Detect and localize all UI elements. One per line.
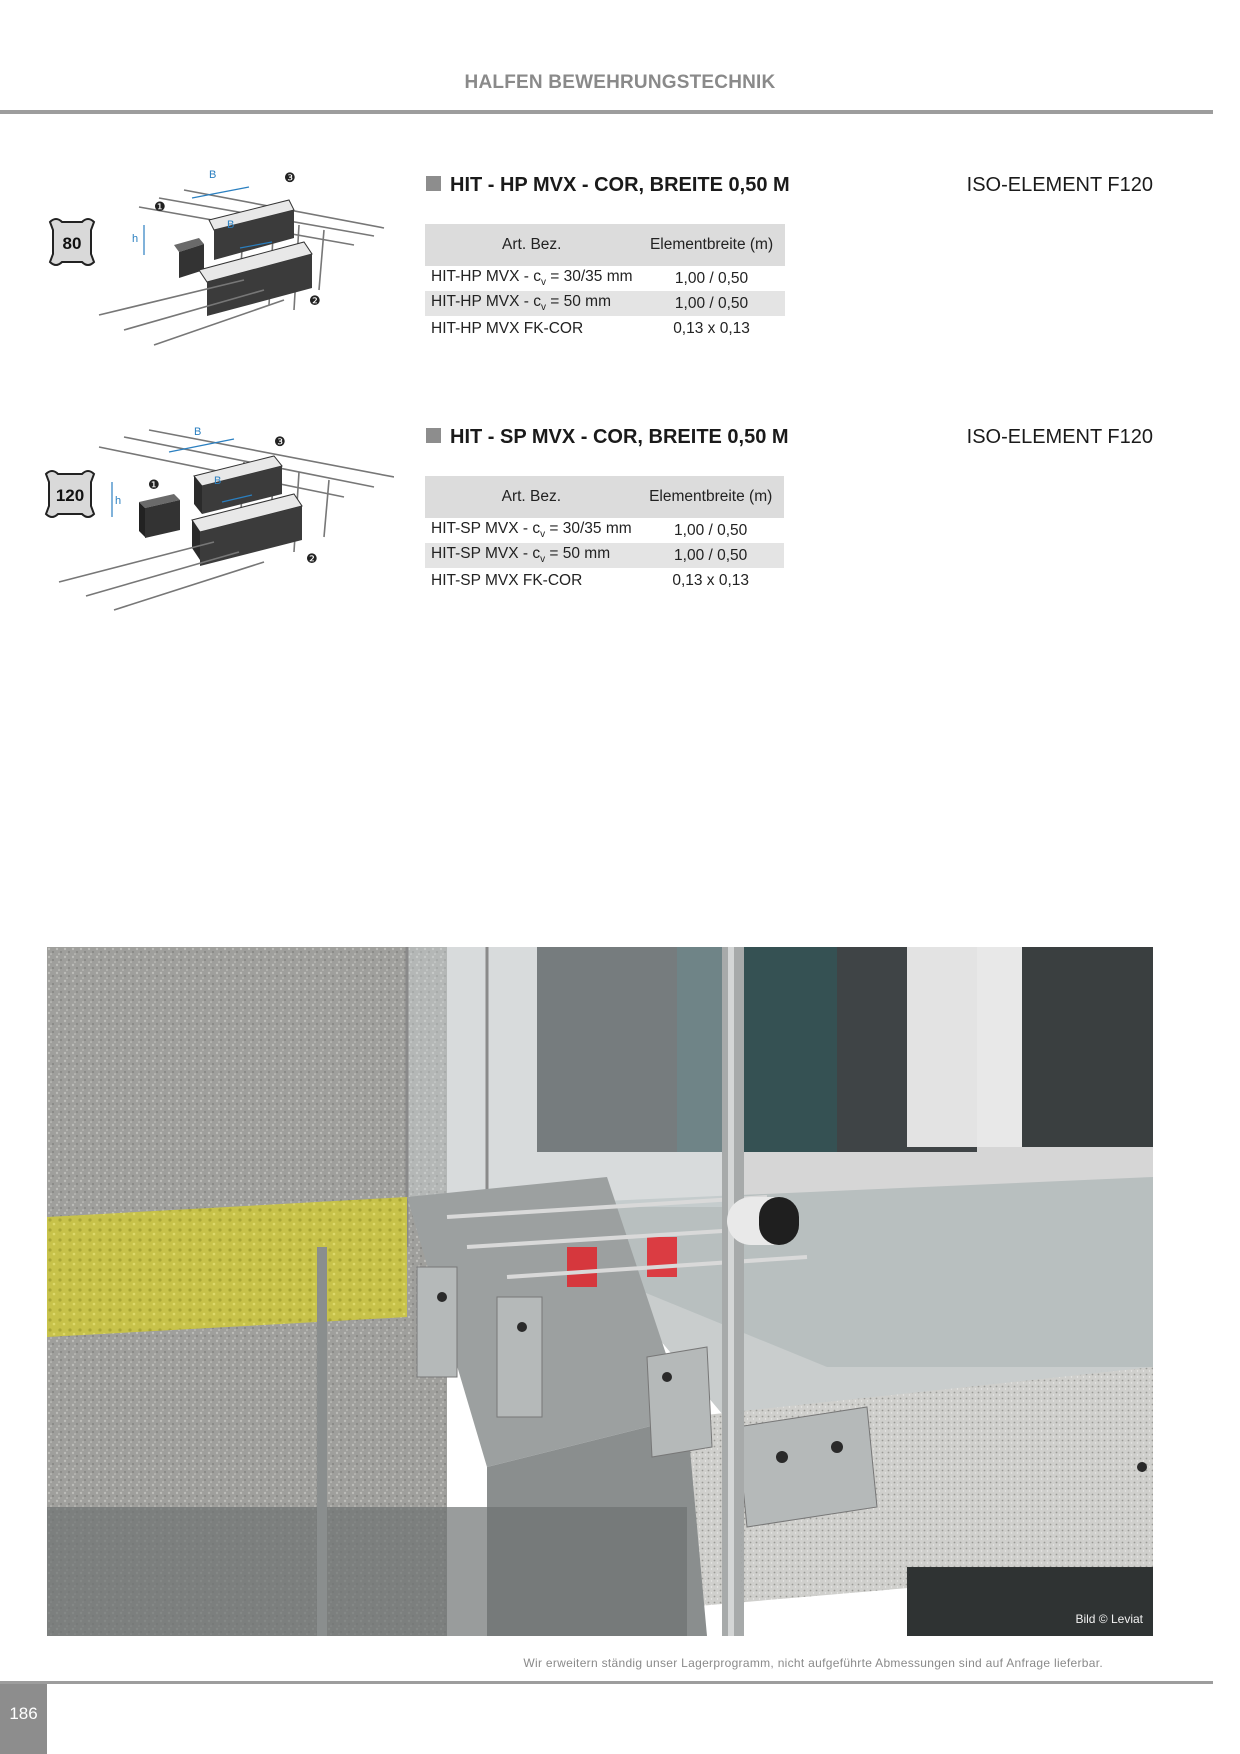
product-section-hp — [0, 170, 1240, 400]
dimension-h-label: h — [115, 495, 122, 507]
width-cell: 1,00 / 0,50 — [674, 269, 749, 287]
column-header: Elementbreite (m) — [638, 476, 784, 518]
article-cell: HIT-SP MVX - $c_v = 50$ mm — [425, 543, 638, 568]
fire-rating-value: 120 — [55, 486, 85, 505]
spec-table — [425, 476, 784, 593]
fire-rating-value: 80 — [62, 234, 82, 253]
product-title — [426, 426, 789, 449]
column-header: Elementbreite (m) — [639, 224, 785, 266]
dimension-b-label: B — [214, 475, 222, 487]
width-cell: 0,13 x 0,13 — [673, 319, 750, 337]
product-title-text: HIT - SP MVX - COR, BREITE 0,50 M — [450, 426, 789, 448]
spec-table — [425, 224, 785, 341]
column-header: Art. Bez. — [425, 476, 638, 518]
iso-element-label: ISO-ELEMENT F120 — [966, 426, 1153, 448]
dimension-b-label: B — [209, 170, 217, 181]
balcony-illustration — [47, 947, 1153, 1636]
footer-divider — [0, 1681, 1213, 1684]
dimension-b-label: B — [227, 219, 235, 231]
page-header-title: HALFEN BEWEHRUNGSTECHNIK — [464, 72, 776, 93]
callout-2: ❷ — [309, 294, 321, 309]
table-row — [425, 568, 784, 593]
product-diagram-sp — [44, 422, 394, 652]
callout-1: ❶ — [154, 200, 166, 215]
width-cell: 1,00 / 0,50 — [674, 521, 748, 539]
product-title-text: HIT - HP MVX - COR, BREITE 0,50 M — [450, 174, 790, 196]
bullet-square-icon — [426, 428, 441, 443]
photo-credit: Bild © Leviat — [1075, 1612, 1143, 1626]
page-number: 186 — [9, 1704, 38, 1723]
width-cell: 0,13 x 0,13 — [672, 571, 750, 589]
product-section-sp — [0, 422, 1240, 652]
article-cell: HIT-HP MVX - $c_v = 50$ mm — [425, 291, 639, 316]
dimension-h-label: h — [132, 233, 139, 245]
header-divider — [0, 110, 1213, 114]
article-cell: HIT-HP MVX - $c_v = 30/35$ mm — [431, 268, 633, 289]
page-number-box — [0, 1684, 47, 1754]
table-row — [425, 266, 785, 291]
width-cell: 1,00 / 0,50 — [639, 291, 785, 316]
iso-element-label: ISO-ELEMENT F120 — [966, 174, 1153, 196]
product-diagram-hp — [44, 170, 394, 400]
table-row — [425, 316, 785, 341]
callout-2: ❷ — [306, 552, 318, 567]
fire-rating-badge — [46, 471, 94, 517]
callout-3: ❸ — [284, 171, 296, 186]
stock-note: Wir erweitern ständig unser Lagerprogramm, nicht aufgeführte Abmessungen sind auf Anfrage lieferbar. — [523, 1656, 1103, 1670]
dimension-b-label: B — [194, 426, 202, 438]
table-row — [425, 291, 785, 316]
article-cell: HIT-SP MVX FK-COR — [431, 571, 583, 589]
callout-1: ❶ — [148, 478, 160, 493]
fire-rating-badge — [50, 219, 94, 265]
table-row — [425, 543, 784, 568]
article-cell: HIT-SP MVX - $c_v = 30/35$ mm — [431, 520, 632, 541]
width-cell: 1,00 / 0,50 — [638, 543, 784, 568]
product-title — [426, 174, 790, 197]
column-header: Art. Bez. — [425, 224, 639, 266]
bullet-square-icon — [426, 176, 441, 191]
callout-3: ❸ — [274, 435, 286, 450]
table-row — [425, 518, 784, 543]
balcony-photo — [47, 947, 1153, 1636]
article-cell: HIT-HP MVX FK-COR — [431, 319, 584, 337]
